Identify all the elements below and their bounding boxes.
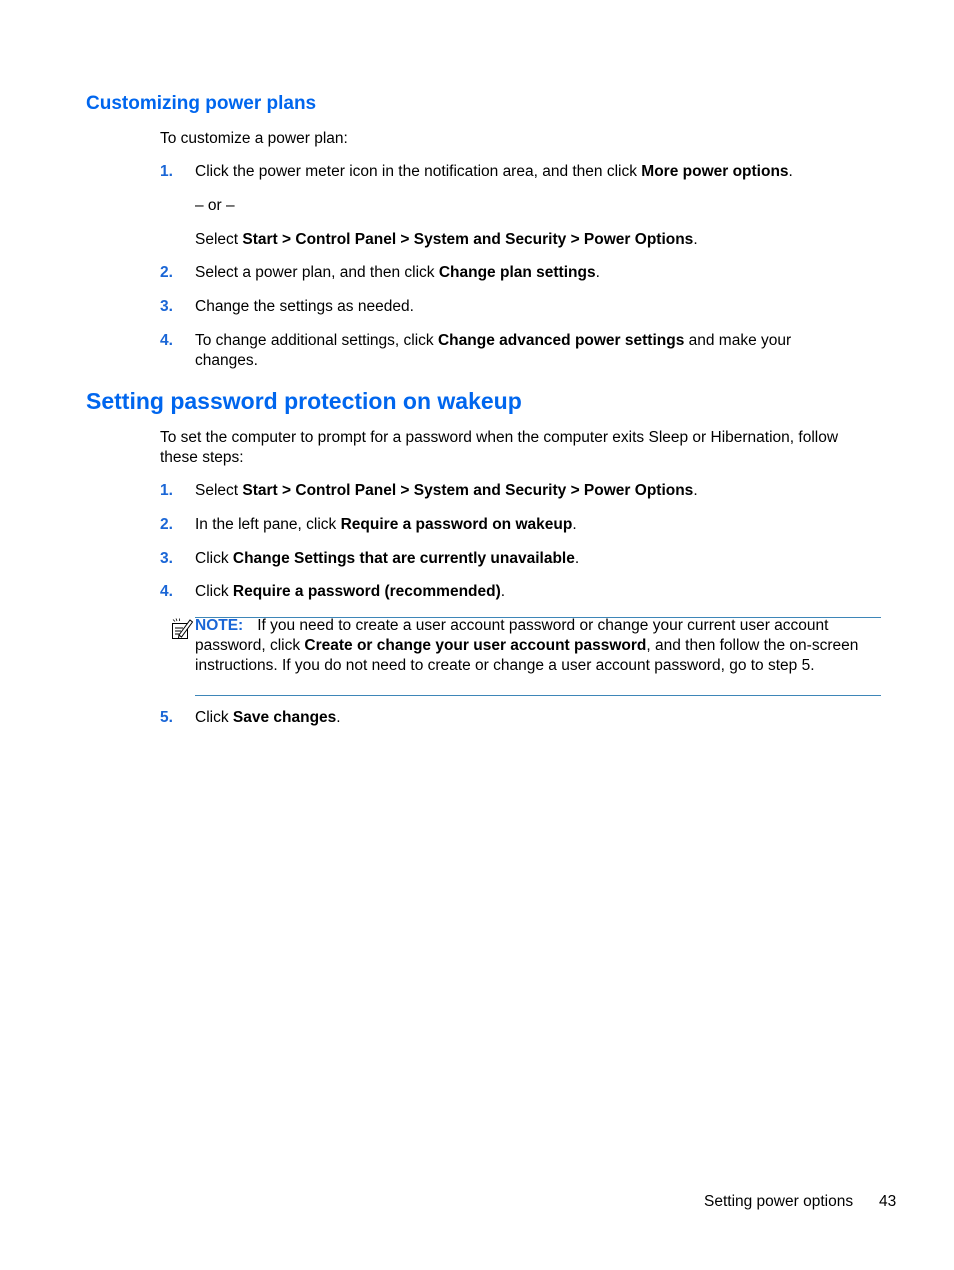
- step-number: 4.: [160, 332, 173, 349]
- step-number: 1.: [160, 482, 173, 499]
- section-heading-customizing: Customizing power plans: [86, 93, 317, 114]
- note-pencil-icon: [170, 617, 194, 641]
- step-text: In the left pane, click Require a password on wakeup.: [195, 516, 577, 533]
- footer-page-number: 43: [879, 1193, 897, 1210]
- footer-section-name: Setting power options: [704, 1193, 854, 1210]
- step-number: 2.: [160, 264, 173, 281]
- step-number: 1.: [160, 163, 173, 180]
- step-text: Select a power plan, and then click Change plan settings.: [195, 264, 600, 281]
- step-text: To change additional settings, click Change advanced power settings and make your changes.: [195, 332, 792, 369]
- step-number: 4.: [160, 583, 173, 600]
- step-text: Change the settings as needed.: [195, 298, 414, 315]
- note-label: NOTE:: [195, 617, 244, 634]
- or-separator: – or –: [195, 197, 235, 214]
- section1-intro: To customize a power plan:: [160, 130, 348, 147]
- step-number: 3.: [160, 550, 173, 567]
- note-bottom-rule: [195, 695, 881, 696]
- step-text: Click Require a password (recommended).: [195, 583, 506, 600]
- step-number: 2.: [160, 516, 173, 533]
- step-text: Click Change Settings that are currently unavailable.: [195, 550, 580, 567]
- alt-step-text: Select Start > Control Panel > System and Security > Power Options.: [195, 231, 698, 248]
- section-heading-password: Setting password protection on wakeup: [86, 388, 522, 414]
- step-number: 3.: [160, 298, 173, 315]
- step-number: 5.: [160, 709, 173, 726]
- section2-intro: To set the computer to prompt for a password when the computer exits Sleep or Hibernation, follow these steps:: [160, 429, 839, 466]
- step-text: Click Save changes.: [195, 709, 341, 726]
- step-text: Click the power meter icon in the notification area, and then click More power options.: [195, 163, 793, 180]
- note-text: NOTE: If you need to create a user account password or change your current user account password, click Create or change your user account password, and then follow the on-screen instructions. If you do not need to create or change a user account password, go to step 5.: [195, 617, 859, 674]
- step-text: Select Start > Control Panel > System and Security > Power Options.: [195, 482, 698, 499]
